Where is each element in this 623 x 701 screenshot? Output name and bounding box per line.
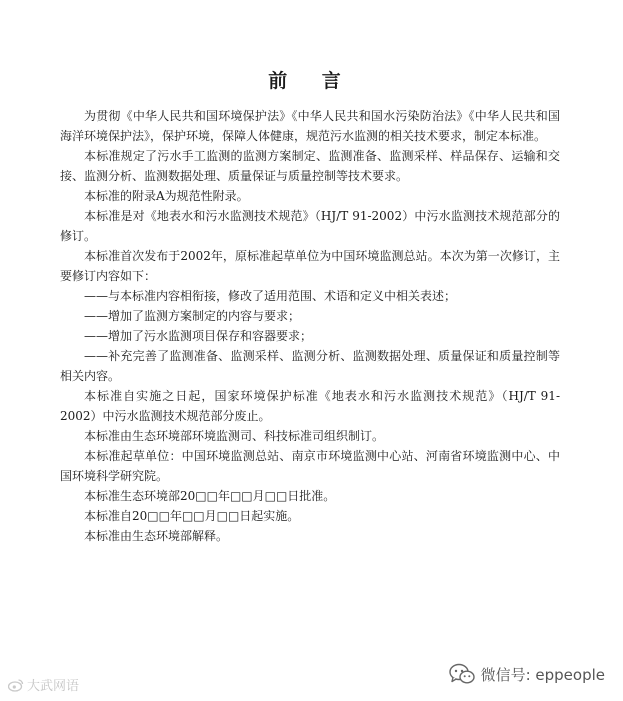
revision-item-1: ——与本标准内容相衔接，修改了适用范围、术语和定义中相关表述； [84,289,457,303]
revision-item-2: ——增加了监测方案制定的内容与要求； [84,309,301,323]
weibo-watermark [8,675,79,694]
document-body [60,106,560,546]
paragraph-history: 本标准首次发布于2002年，原标准起草单位为中国环境监测总站。本次为第一次修订，主要修订内容如下： [60,249,560,283]
paragraph-scope: 本标准规定了污水手工监测的监测方案制定、监测准备、监测采样、样品保存、运输和交接、监测分析、监测数据处理、质量保证与质量控制等技术要求。 [60,149,560,183]
wechat-icon [449,663,475,685]
revision-item-3: ——增加了污水监测项目保存和容器要求； [84,329,313,343]
wechat-account [449,663,605,685]
paragraph-effective: 本标准自20□□年□□月□□日起实施。 [84,509,300,523]
paragraph-drafters: 本标准起草单位：中国环境监测总站、南京市环境监测中心站、河南省环境监测中心、中国环境科学研究院。 [60,449,560,483]
paragraph-abolish: 本标准自实施之日起，国家环境保护标准《地表水和污水监测技术规范》（HJ/T 91-2002）中污水监测技术规范部分废止。 [60,389,560,423]
paragraph-interpretation: 本标准由生态环境部解释。 [84,529,229,543]
wechat-id-label: 微信号: eppeople [480,665,605,684]
paragraph-purpose: 为贯彻《中华人民共和国环境保护法》《中华人民共和国水污染防治法》《中华人民共和国海洋环境保护法》，保护环境，保障人体健康，规范污水监测的相关技术要求，制定本标准。 [60,109,560,143]
footer [0,645,623,701]
weibo-icon [8,678,24,692]
watermark-text: 大武网语 [27,679,80,694]
paragraph-revision: 本标准是对《地表水和污水监测技术规范》（HJ/T 91-2002）中污水监测技术规范部分的修订。 [60,209,560,243]
paragraph-appendix: 本标准的附录A为规范性附录。 [84,189,249,203]
paragraph-organizer: 本标准由生态环境部环境监测司、科技标准司组织制订。 [84,429,385,443]
revision-item-4: ——补充完善了监测准备、监测采样、监测分析、监测数据处理、质量保证和质量控制等相关内容。 [60,349,560,383]
paragraph-approval: 本标准生态环境部20□□年□□月□□日批准。 [84,489,336,503]
page-title: 前 言 [268,70,355,92]
